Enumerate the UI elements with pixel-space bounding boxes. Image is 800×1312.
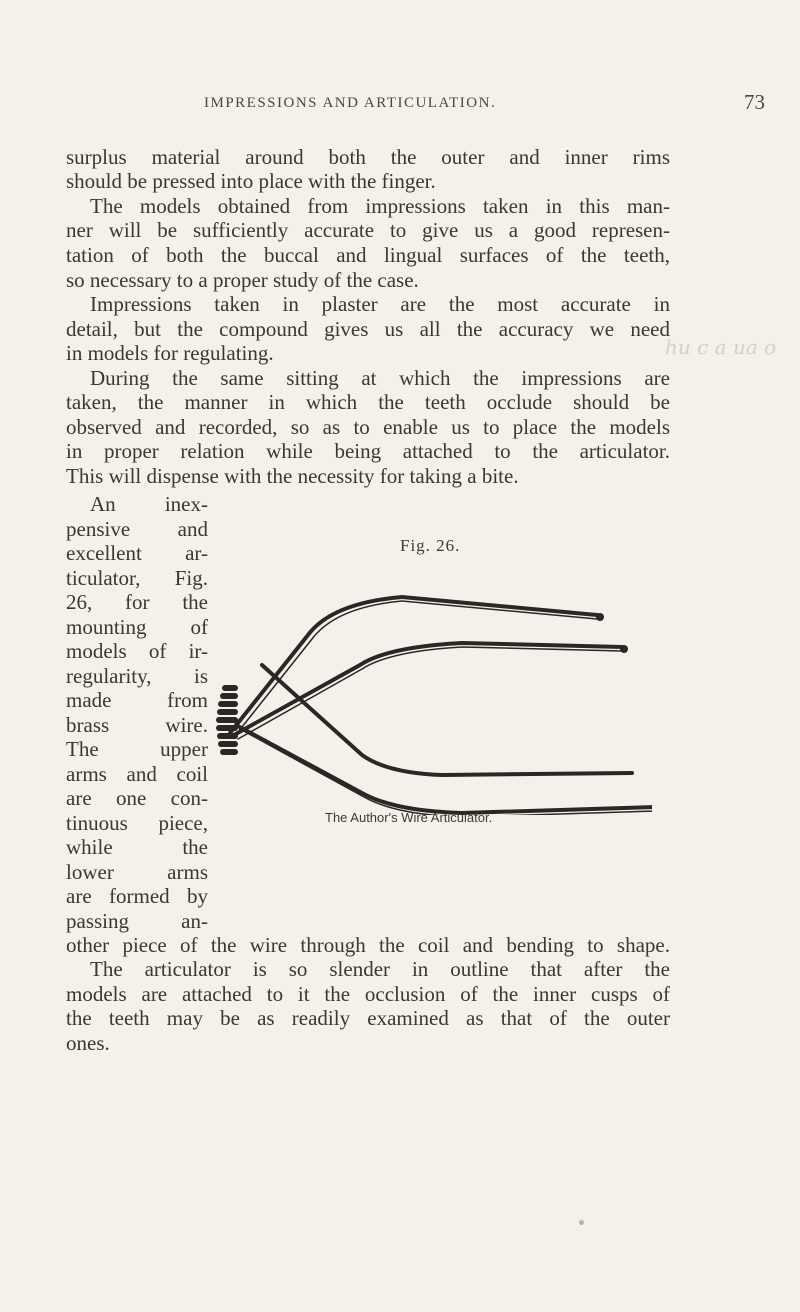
running-head: IMPRESSIONS AND ARTICULATION. <box>204 95 497 111</box>
wrap-line: lower arms <box>66 860 208 884</box>
wrap-line: pensive and <box>66 517 208 541</box>
wrap-line: excellent ar- <box>66 541 208 565</box>
body-line: The articulator is so slender in outline that after the <box>90 957 670 981</box>
wrap-line: while the <box>66 835 208 859</box>
wrap-line: ticulator, Fig. <box>66 566 208 590</box>
page-speck <box>579 1220 584 1225</box>
body-line: should be pressed into place with the finger. <box>66 169 436 193</box>
body-line: in proper relation while being attached to the articulator. <box>66 439 670 463</box>
handwritten-annotation: hu c a ua o <box>665 335 777 359</box>
wrap-line: are one con- <box>66 786 208 810</box>
wrap-line: passing an- <box>66 909 208 933</box>
body-line: The models obtained from impressions taken in this man- <box>90 194 670 218</box>
body-line: so necessary to a proper study of the case. <box>66 268 419 292</box>
wrap-line: brass wire. <box>66 713 208 737</box>
figure-label: Fig. 26. <box>400 536 461 555</box>
wrap-line: mounting of <box>66 615 208 639</box>
page-number: 73 <box>744 90 765 114</box>
wrap-line: The upper <box>66 737 208 761</box>
wrap-line: models of ir- <box>66 639 208 663</box>
body-line: other piece of the wire through the coil and bending to shape. <box>66 933 670 957</box>
wrap-line: are formed by <box>66 884 208 908</box>
body-line: ner will be sufficiently accurate to give us a good represen- <box>66 218 670 242</box>
body-line: ones. <box>66 1031 110 1055</box>
body-line: the teeth may be as readily examined as that of the outer <box>66 1006 670 1030</box>
body-line: detail, but the compound gives us all the accuracy we need <box>66 317 670 341</box>
body-line: observed and recorded, so as to enable us to place the models <box>66 415 670 439</box>
figure-caption: The Author's Wire Articulator. <box>325 810 493 825</box>
body-line: During the same sitting at which the impressions are <box>90 366 670 390</box>
body-line: models are attached to it the occlusion of the inner cusps of <box>66 982 670 1006</box>
wrap-line: An inex- <box>90 492 208 516</box>
wrap-line: arms and coil <box>66 762 208 786</box>
body-line: This will dispense with the necessity for taking a bite. <box>66 464 519 488</box>
wrap-line: regularity, is <box>66 664 208 688</box>
body-line: tation of both the buccal and lingual surfaces of the teeth, <box>66 243 670 267</box>
body-line: in models for regulating. <box>66 341 274 365</box>
wrap-line: made from <box>66 688 208 712</box>
body-line: Impressions taken in plaster are the most accurate in <box>90 292 670 316</box>
body-line: surplus material around both the outer and inner rims <box>66 145 670 169</box>
wire-articulator-illustration <box>212 555 652 815</box>
wrap-line: 26, for the <box>66 590 208 614</box>
wrap-line: tinuous piece, <box>66 811 208 835</box>
body-line: taken, the manner in which the teeth occlude should be <box>66 390 670 414</box>
